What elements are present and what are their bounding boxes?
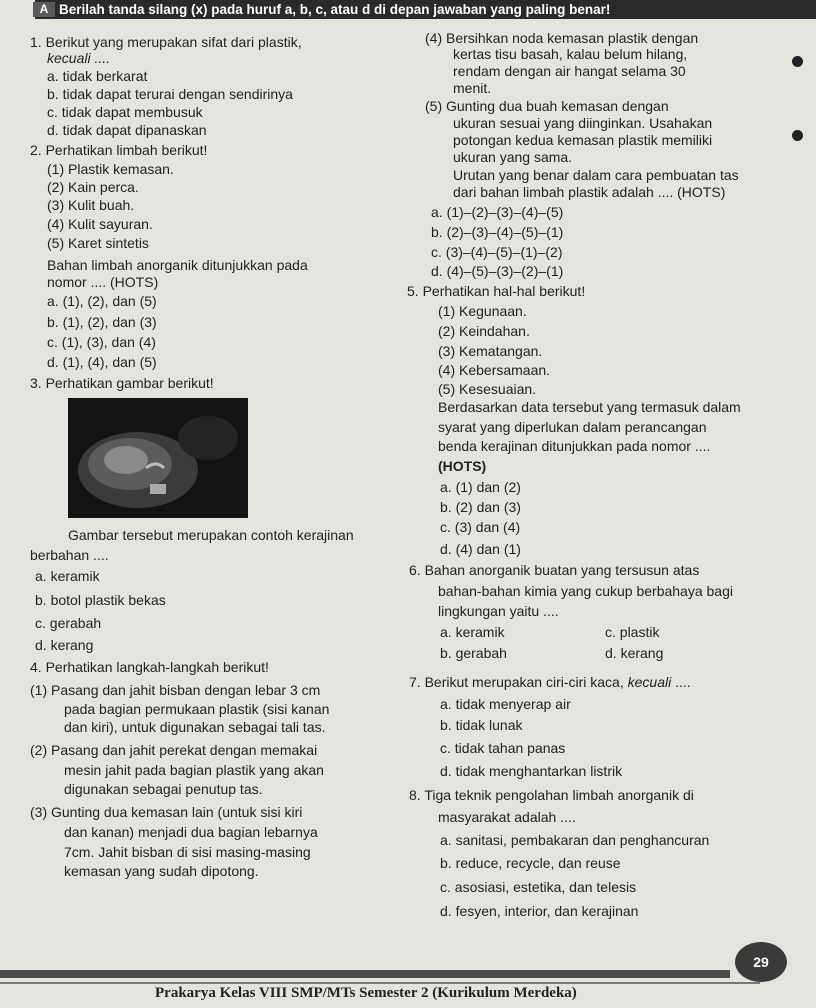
- q2-item-1: (1) Plastik kemasan.: [47, 161, 174, 177]
- q2-stem: 2. Perhatikan limbah berikut!: [30, 142, 208, 158]
- q8-option-a[interactable]: a. sanitasi, pembakaran dan penghancuran: [440, 832, 710, 848]
- q2-option-a[interactable]: a. (1), (2), dan (5): [47, 293, 157, 309]
- q4-step-2: (2) Pasang dan jahit perekat dengan memakai: [30, 742, 318, 758]
- q2-item-5: (5) Karet sintetis: [47, 235, 149, 251]
- q4-step-4-line-2: kertas tisu basah, kalau belum hilang,: [453, 46, 688, 62]
- q6-stem: 6. Bahan anorganik buatan yang tersusun atas: [409, 562, 700, 578]
- q4-ask-2: dari bahan limbah plastik adalah .... (HOTS): [453, 184, 726, 200]
- q4-step-1-line-3: dan kiri), untuk digunakan sebagai tali tas.: [64, 719, 326, 735]
- footer-rule-thin: [0, 982, 760, 984]
- margin-dot: [792, 130, 803, 141]
- q4-step-5-line-3: potongan kedua kemasan plastik memiliki: [453, 132, 713, 148]
- q7-option-b[interactable]: b. tidak lunak: [440, 717, 523, 733]
- q2-option-b[interactable]: b. (1), (2), dan (3): [47, 314, 157, 330]
- margin-dot: [792, 56, 803, 67]
- q4-option-b[interactable]: b. (2)–(3)–(4)–(5)–(1): [431, 224, 564, 240]
- q4-stem: 4. Perhatikan langkah-langkah berikut!: [30, 659, 269, 675]
- q5-item-5: (5) Kesesuaian.: [438, 381, 537, 397]
- q5-option-b[interactable]: b. (2) dan (3): [440, 499, 521, 515]
- instruction-text: Berilah tanda silang (x) pada huruf a, b, c, atau d di depan jawaban yang paling benar!: [59, 2, 611, 17]
- q8-option-c[interactable]: c. asosiasi, estetika, dan telesis: [440, 879, 637, 895]
- q8-stem-2: masyarakat adalah ....: [438, 809, 576, 825]
- footer-title: Prakarya Kelas VIII SMP/MTs Semester 2 (Kurikulum Merdeka): [155, 985, 577, 1001]
- q6-option-a[interactable]: a. keramik: [440, 624, 505, 640]
- q1-option-c[interactable]: c. tidak dapat membusuk: [47, 104, 203, 120]
- q4-step-1: (1) Pasang dan jahit bisban dengan lebar 3 cm: [30, 682, 321, 698]
- q7-stem: [409, 673, 691, 691]
- q4-step-4-line-4: menit.: [453, 80, 492, 96]
- q6-stem-2: bahan-bahan kimia yang cukup berbahaya bagi: [438, 583, 733, 599]
- q4-ask: Urutan yang benar dalam cara pembuatan tas: [453, 167, 739, 183]
- section-tag: A: [33, 2, 55, 17]
- footer-rule: [0, 970, 730, 978]
- q4-option-a[interactable]: a. (1)–(2)–(3)–(4)–(5): [431, 204, 564, 220]
- q7-stem-pre: 7. Berikut merupakan ciri-ciri kaca,: [409, 674, 628, 690]
- q3-option-a[interactable]: a. keramik: [35, 568, 100, 584]
- q5-ask-2: syarat yang diperlukan dalam perancangan: [438, 419, 707, 435]
- q3-option-c[interactable]: c. gerabah: [35, 615, 102, 631]
- q1-option-d[interactable]: d. tidak dapat dipanaskan: [47, 122, 207, 138]
- q6-option-d[interactable]: d. kerang: [605, 645, 664, 661]
- q7-stem-italic: kecuali: [627, 674, 672, 690]
- q5-ask-4: (HOTS): [438, 458, 487, 474]
- q4-step-3: (3) Gunting dua kemasan lain (untuk sisi kiri: [30, 804, 303, 820]
- q7-stem-post: ....: [671, 674, 691, 690]
- q5-stem: 5. Perhatikan hal-hal berikut!: [407, 283, 586, 299]
- q8-stem: 8. Tiga teknik pengolahan limbah anorganik di: [409, 787, 694, 803]
- q2-item-3: (3) Kulit buah.: [47, 197, 135, 213]
- q2-item-2: (2) Kain perca.: [47, 179, 139, 195]
- q4-step-1-line-2: pada bagian permukaan plastik (sisi kanan: [64, 701, 330, 717]
- q4-step-3-line-2: dan kanan) menjadi dua bagian lebarnya: [64, 824, 318, 840]
- q4-step-5-line-4: ukuran yang sama.: [453, 149, 573, 165]
- q1-option-b[interactable]: b. tidak dapat terurai dengan sendirinya: [47, 86, 293, 102]
- q5-option-d[interactable]: d. (4) dan (1): [440, 541, 521, 557]
- q3-option-b[interactable]: b. botol plastik bekas: [35, 592, 166, 608]
- q6-option-b[interactable]: b. gerabah: [440, 645, 507, 661]
- q7-option-c[interactable]: c. tidak tahan panas: [440, 740, 566, 756]
- q5-option-a[interactable]: a. (1) dan (2): [440, 479, 521, 495]
- craft-photo-image: [68, 398, 248, 518]
- q4-step-2-line-3: digunakan sebagai penutup tas.: [64, 781, 263, 797]
- q2-ask-2: nomor .... (HOTS): [47, 274, 159, 290]
- q5-ask-3: benda kerajinan ditunjukkan pada nomor ....: [438, 438, 711, 454]
- q5-item-2: (2) Keindahan.: [438, 323, 530, 339]
- q3-ask-2: berbahan ....: [30, 547, 109, 563]
- q2-option-c[interactable]: c. (1), (3), dan (4): [47, 334, 156, 350]
- q4-step-3-line-3: 7cm. Jahit bisban di sisi masing-masing: [64, 844, 311, 860]
- q4-step-3-line-4: kemasan yang sudah dipotong.: [64, 863, 259, 879]
- q3-option-d[interactable]: d. kerang: [35, 637, 94, 653]
- q4-option-c[interactable]: c. (3)–(4)–(5)–(1)–(2): [431, 244, 563, 260]
- q4-step-4: (4) Bersihkan noda kemasan plastik dengan: [425, 30, 699, 46]
- q2-item-4: (4) Kulit sayuran.: [47, 216, 153, 232]
- q1-option-a[interactable]: a. tidak berkarat: [47, 68, 148, 84]
- q5-ask: Berdasarkan data tersebut yang termasuk dalam: [438, 399, 741, 415]
- q7-option-d[interactable]: d. tidak menghantarkan listrik: [440, 763, 623, 779]
- q4-step-4-line-3: rendam dengan air hangat selama 30: [453, 63, 686, 79]
- q1-stem: 1. Berikut yang merupakan sifat dari plastik,: [30, 34, 302, 50]
- q5-item-3: (3) Kematangan.: [438, 343, 543, 359]
- q8-option-d[interactable]: d. fesyen, interior, dan kerajinan: [440, 903, 639, 919]
- q8-option-b[interactable]: b. reduce, recycle, dan reuse: [440, 855, 621, 871]
- q6-option-c[interactable]: c. plastik: [605, 624, 660, 640]
- q2-option-d[interactable]: d. (1), (4), dan (5): [47, 354, 157, 370]
- q4-step-5: (5) Gunting dua buah kemasan dengan: [425, 98, 669, 114]
- craft-photo: [68, 398, 248, 518]
- q4-step-5-line-2: ukuran sesuai yang diinginkan. Usahakan: [453, 115, 713, 131]
- q5-item-4: (4) Kebersamaan.: [438, 362, 551, 378]
- q4-option-d[interactable]: d. (4)–(5)–(3)–(2)–(1): [431, 263, 564, 279]
- page-number: 29: [735, 942, 787, 982]
- q2-ask: Bahan limbah anorganik ditunjukkan pada: [47, 257, 308, 273]
- q6-stem-3: lingkungan yaitu ....: [438, 603, 559, 619]
- instruction-banner: [35, 0, 816, 19]
- q3-ask: Gambar tersebut merupakan contoh kerajinan: [68, 527, 354, 543]
- q3-stem: 3. Perhatikan gambar berikut!: [30, 375, 214, 391]
- q1-stem-2: kecuali ....: [47, 50, 111, 66]
- q7-option-a[interactable]: a. tidak menyerap air: [440, 696, 571, 712]
- q5-item-1: (1) Kegunaan.: [438, 303, 527, 319]
- q5-option-c[interactable]: c. (3) dan (4): [440, 519, 521, 535]
- q4-step-2-line-2: mesin jahit pada bagian plastik yang akan: [64, 762, 324, 778]
